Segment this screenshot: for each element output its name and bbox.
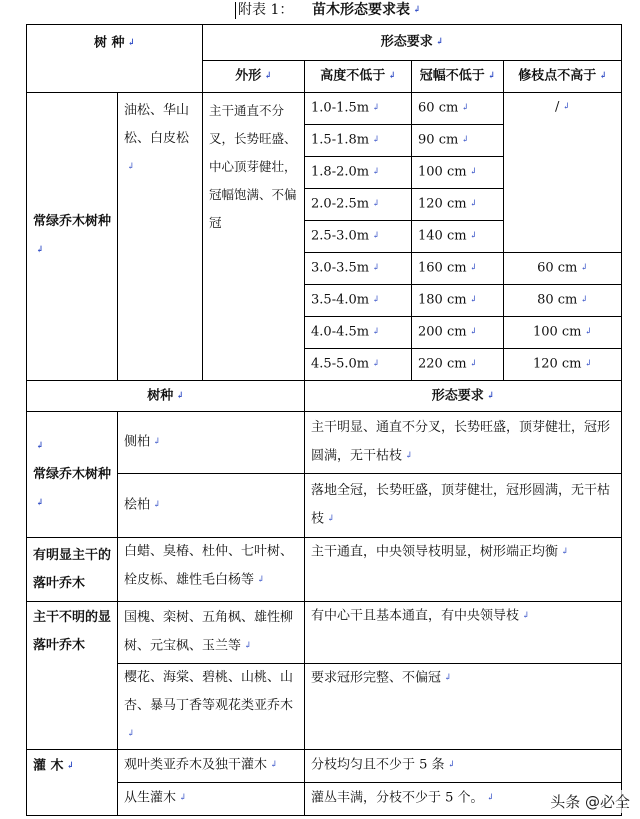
paragraph-mark-icon xyxy=(176,391,184,401)
crown-cell: 120 cm↲ xyxy=(412,189,504,221)
header-species-2: 树种↲ xyxy=(27,381,305,412)
paragraph-mark-icon xyxy=(580,263,588,273)
pine-shape-desc: 主干通直不分叉，长势旺盛、中心顶芽健壮，冠幅饱满、不偏冠 xyxy=(203,93,305,381)
table-row xyxy=(27,412,622,474)
prune-cell: 80 cm↲ xyxy=(504,285,622,317)
paragraph-mark-icon xyxy=(470,263,478,273)
paragraph-mark-icon xyxy=(372,231,380,241)
group-evergreen: 常绿乔木树种↲ xyxy=(27,93,118,381)
species-cell: 侧柏↲ xyxy=(118,412,305,474)
paragraph-mark-icon xyxy=(436,37,444,47)
paragraph-mark-icon xyxy=(128,38,136,48)
group-deciduous-main: 有明显主干的落叶乔木 xyxy=(27,538,118,602)
paragraph-mark-icon xyxy=(487,391,495,401)
paragraph-mark-icon xyxy=(487,793,495,803)
paragraph-mark-icon xyxy=(127,162,135,172)
group-evergreen-2: ↲ 常绿乔木树种↲ xyxy=(27,412,118,538)
height-cell: 2.5-3.0m↲ xyxy=(305,221,412,253)
paragraph-mark-icon xyxy=(388,71,396,81)
paragraph-mark-icon xyxy=(470,295,478,305)
crown-cell: 200 cm↲ xyxy=(412,317,504,349)
species-cell: 观叶类亚乔木及独干灌木↲ xyxy=(118,749,305,782)
text-cursor xyxy=(235,2,236,19)
caption-title: 苗木形态要求表↲ xyxy=(312,0,421,20)
crown-cell: 180 cm↲ xyxy=(412,285,504,317)
paragraph-mark-icon xyxy=(153,500,161,510)
paragraph-mark-icon xyxy=(461,135,469,145)
requirement-cell: 有中心干且基本通直，有中央领导枝↲ xyxy=(305,602,622,664)
prune-cell: 100 cm↲ xyxy=(504,317,622,349)
paragraph-mark-icon xyxy=(470,167,478,177)
paragraph-mark-icon xyxy=(179,793,187,803)
height-cell: 4.5-5.0m↲ xyxy=(305,349,412,381)
height-cell: 1.8-2.0m↲ xyxy=(305,157,412,189)
paragraph-mark-icon xyxy=(405,451,413,461)
paragraph-mark-icon xyxy=(372,295,380,305)
paragraph-mark-icon xyxy=(444,673,452,683)
height-cell: 3.5-4.0m↲ xyxy=(305,285,412,317)
paragraph-mark-icon xyxy=(67,761,75,771)
caption-prefix: 附表 1： xyxy=(238,2,294,18)
species-cell: 从生灌木↲ xyxy=(118,782,305,815)
paragraph-mark-icon xyxy=(257,575,265,585)
crown-cell: 220 cm↲ xyxy=(412,349,504,381)
height-cell: 1.5-1.8m↲ xyxy=(305,125,412,157)
height-cell: 1.0-1.5m↲ xyxy=(305,93,412,125)
paragraph-mark-icon xyxy=(372,135,380,145)
table-row xyxy=(27,538,622,602)
group-deciduous-unclear: 主干不明的显落叶乔木 xyxy=(27,602,118,750)
paragraph-mark-icon xyxy=(585,327,593,337)
paragraph-mark-icon xyxy=(448,760,456,770)
paragraph-mark-icon xyxy=(327,514,335,524)
prune-cell: 60 cm↲ xyxy=(504,253,622,285)
section2-header-row xyxy=(27,381,622,412)
requirement-cell: 要求冠形完整、不偏冠↲ xyxy=(305,664,622,750)
requirement-cell: 主干明显、通直不分叉，长势旺盛，顶芽健壮，冠形圆满，无干枯枝↲ xyxy=(305,412,622,474)
paragraph-mark-icon xyxy=(270,760,278,770)
prune-cell: 120 cm↲ xyxy=(504,349,622,381)
paragraph-mark-icon xyxy=(599,71,607,81)
paragraph-mark-icon xyxy=(372,263,380,273)
paragraph-mark-icon xyxy=(585,359,593,369)
paragraph-mark-icon xyxy=(36,441,44,451)
requirement-cell: 主干通直，中央领导枝明显，树形端正均衡↲ xyxy=(305,538,622,602)
paragraph-mark-icon xyxy=(372,103,380,113)
header-form-req: 形态要求↲ xyxy=(203,25,622,61)
crown-cell: 160 cm↲ xyxy=(412,253,504,285)
group-shrub: 灌 木↲ xyxy=(27,749,118,815)
crown-cell: 100 cm↲ xyxy=(412,157,504,189)
species-cell: 国槐、栾树、五角枫、雄性柳树、元宝枫、玉兰等↲ xyxy=(118,602,305,664)
seedling-form-table xyxy=(26,24,622,816)
paragraph-mark-icon xyxy=(372,199,380,209)
header-height: 高度不低于↲ xyxy=(305,61,412,93)
header-prune: 修枝点不高于↲ xyxy=(504,61,622,93)
source-watermark: 头条 @必全 xyxy=(546,790,634,813)
paragraph-mark-icon xyxy=(580,295,588,305)
table-row xyxy=(27,602,622,664)
crown-cell: 90 cm↲ xyxy=(412,125,504,157)
table-row xyxy=(27,749,622,782)
paragraph-mark-icon xyxy=(153,437,161,447)
height-cell: 4.0-4.5m↲ xyxy=(305,317,412,349)
requirement-cell: 分枝均匀且不少于 5 条↲ xyxy=(305,749,622,782)
species-cell: 白蜡、臭椿、杜仲、七叶树、栓皮栎、雄性毛白杨等↲ xyxy=(118,538,305,602)
paragraph-mark-icon xyxy=(522,611,530,621)
height-cell: 3.0-3.5m↲ xyxy=(305,253,412,285)
paragraph-mark-icon xyxy=(372,327,380,337)
paragraph-mark-icon xyxy=(372,359,380,369)
header-crown: 冠幅不低于↲ xyxy=(412,61,504,93)
paragraph-mark-icon xyxy=(127,729,135,739)
prune-cell: /↲ xyxy=(504,93,622,253)
table-caption xyxy=(0,0,640,22)
paragraph-mark-icon xyxy=(264,71,272,81)
paragraph-mark-icon xyxy=(372,167,380,177)
crown-cell: 140 cm↲ xyxy=(412,221,504,253)
header-species: 树 种↲ xyxy=(27,25,203,93)
table-header-row xyxy=(27,25,622,61)
paragraph-mark-icon xyxy=(488,71,496,81)
paragraph-mark-icon xyxy=(470,327,478,337)
species-cell: 桧柏↲ xyxy=(118,474,305,538)
header-shape: 外形↲ xyxy=(203,61,305,93)
paragraph-mark-icon xyxy=(36,498,44,508)
header-form-req-2: 形态要求↲ xyxy=(305,381,622,412)
pine-species: 油松、华山松、白皮松↲ xyxy=(118,93,203,381)
table-row xyxy=(27,93,622,125)
height-cell: 2.0-2.5m↲ xyxy=(305,189,412,221)
requirement-cell: 落地全冠，长势旺盛，顶芽健壮，冠形圆满，无干枯枝↲ xyxy=(305,474,622,538)
paragraph-mark-icon xyxy=(36,245,44,255)
paragraph-mark-icon xyxy=(562,102,570,112)
paragraph-mark-icon xyxy=(470,231,478,241)
paragraph-mark-icon xyxy=(561,547,569,557)
paragraph-mark-icon xyxy=(461,103,469,113)
paragraph-mark-icon xyxy=(470,359,478,369)
paragraph-mark-icon xyxy=(413,5,421,15)
requirement-cell: 灌丛丰满，分枝不少于 5 个。↲ xyxy=(305,782,622,815)
paragraph-mark-icon xyxy=(244,641,252,651)
paragraph-mark-icon xyxy=(470,199,478,209)
crown-cell: 60 cm↲ xyxy=(412,93,504,125)
species-cell: 樱花、海棠、碧桃、山桃、山杏、暴马丁香等观花类亚乔木↲ xyxy=(118,664,305,750)
